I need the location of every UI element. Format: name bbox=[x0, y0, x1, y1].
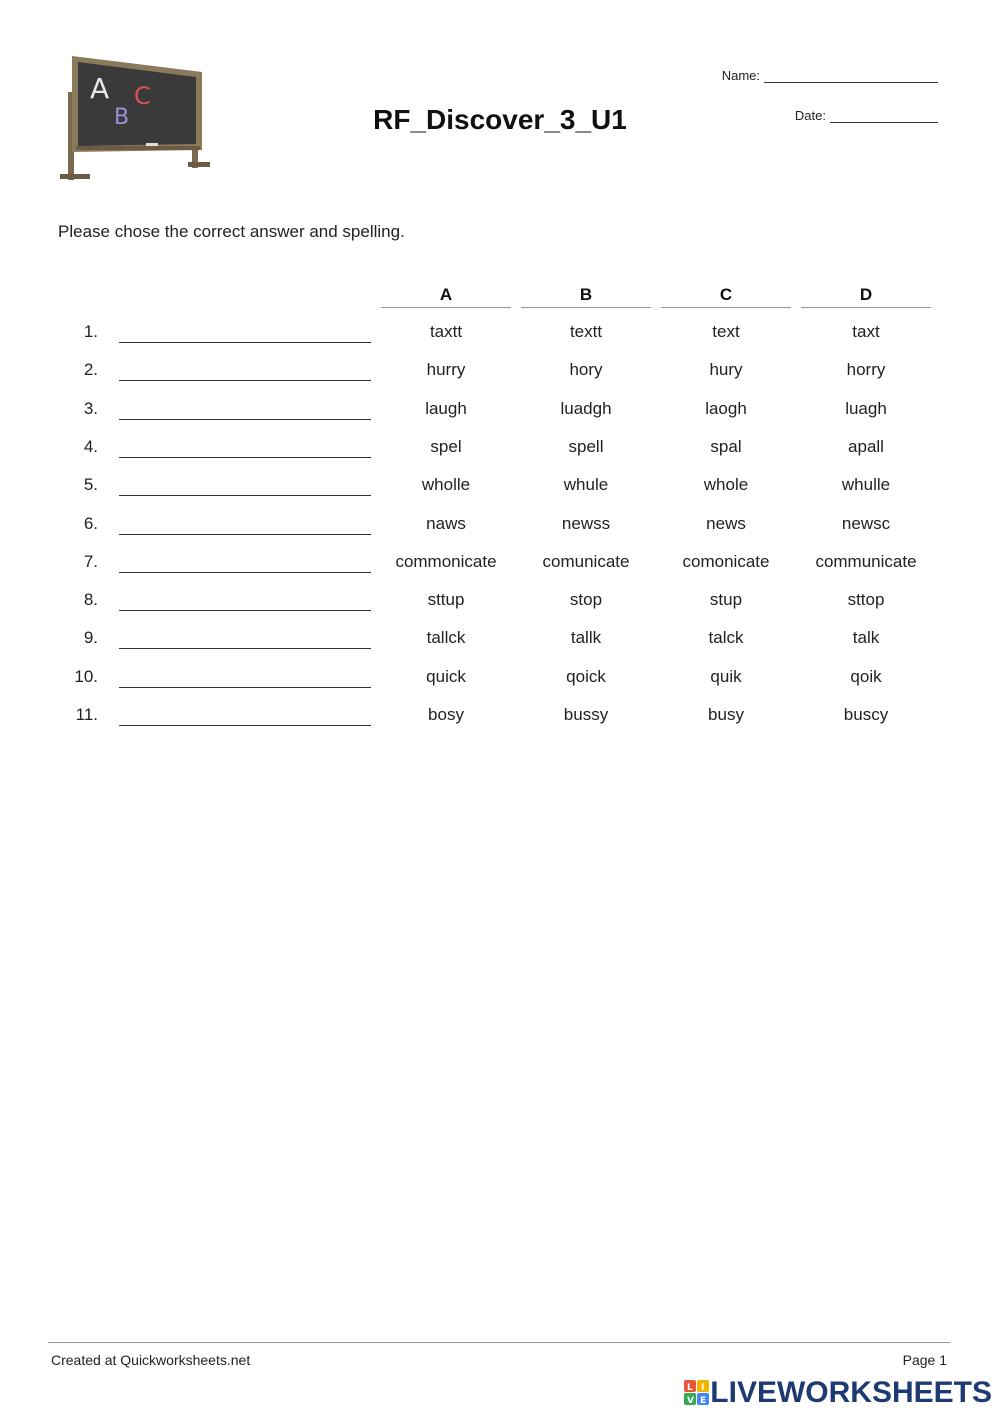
question-number: 3. bbox=[83, 399, 98, 418]
option-a: bosy bbox=[428, 705, 464, 724]
svg-text:L: L bbox=[687, 1383, 694, 1393]
option-b: qoick bbox=[566, 667, 606, 686]
answer-input-6[interactable] bbox=[119, 512, 371, 535]
option-d: sttop bbox=[847, 590, 885, 609]
option-a: laugh bbox=[425, 399, 467, 418]
option-d: communicate bbox=[815, 552, 917, 571]
answer-input-9[interactable] bbox=[119, 626, 371, 649]
option-b: comunicate bbox=[542, 552, 630, 571]
option-a: tallck bbox=[426, 628, 466, 647]
option-a: hurry bbox=[426, 360, 466, 379]
option-c: laogh bbox=[705, 399, 747, 418]
answer-input-1[interactable] bbox=[119, 320, 371, 343]
option-c: whole bbox=[703, 475, 749, 494]
column-header-a: A bbox=[439, 285, 453, 304]
liveworksheets-logo-text: LIVEWORKSHEETS bbox=[710, 1376, 992, 1409]
option-b: spell bbox=[568, 437, 604, 456]
option-b: stop bbox=[569, 590, 603, 609]
answer-input-8[interactable] bbox=[119, 588, 371, 611]
option-a: wholle bbox=[421, 475, 471, 494]
question-number: 1. bbox=[83, 322, 98, 341]
option-a: sttup bbox=[427, 590, 465, 609]
option-d: luagh bbox=[845, 399, 887, 418]
option-c: hury bbox=[709, 360, 743, 379]
option-a: spel bbox=[430, 437, 462, 456]
answer-input-7[interactable] bbox=[119, 550, 371, 573]
column-header-d: D bbox=[859, 285, 873, 304]
option-d: buscy bbox=[843, 705, 889, 724]
footer-credit: Created at Quickworksheets.net bbox=[51, 1352, 251, 1368]
svg-text:V: V bbox=[687, 1396, 695, 1406]
option-a: quick bbox=[426, 667, 466, 686]
option-c: spal bbox=[710, 437, 742, 456]
question-number: 8. bbox=[83, 590, 98, 609]
question-number: 10. bbox=[74, 667, 98, 686]
question-number: 6. bbox=[83, 514, 98, 533]
answer-input-5[interactable] bbox=[119, 473, 371, 496]
option-c: text bbox=[712, 322, 740, 341]
page-number: Page 1 bbox=[902, 1352, 947, 1368]
liveworksheets-logo bbox=[684, 1376, 992, 1410]
blackboard-letter-b: B bbox=[114, 105, 130, 130]
column-rule bbox=[801, 307, 931, 308]
option-c: news bbox=[706, 514, 746, 533]
option-b: whule bbox=[563, 475, 609, 494]
option-a: commonicate bbox=[395, 552, 497, 571]
option-d: horry bbox=[846, 360, 886, 379]
column-header-b: B bbox=[579, 285, 593, 304]
date-line[interactable] bbox=[830, 110, 938, 123]
column-rule bbox=[521, 307, 651, 308]
name-field bbox=[722, 68, 938, 83]
blackboard-letter-a: A bbox=[90, 72, 110, 105]
column-rule bbox=[661, 307, 791, 308]
answer-input-3[interactable] bbox=[119, 397, 371, 420]
option-d: qoik bbox=[850, 667, 882, 686]
date-field bbox=[795, 108, 938, 123]
question-number: 4. bbox=[83, 437, 98, 456]
question-number: 9. bbox=[83, 628, 98, 647]
option-d: apall bbox=[848, 437, 884, 456]
answer-input-11[interactable] bbox=[119, 703, 371, 726]
svg-text:E: E bbox=[700, 1396, 707, 1406]
option-d: whulle bbox=[841, 475, 891, 494]
option-c: comonicate bbox=[682, 552, 770, 571]
option-c: busy bbox=[708, 705, 744, 724]
liveworksheets-badge-icon bbox=[684, 1380, 710, 1406]
blackboard-letter-c: C bbox=[134, 82, 151, 110]
option-d: talk bbox=[852, 628, 880, 647]
question-number: 11. bbox=[75, 705, 98, 724]
name-label: Name: bbox=[721, 68, 760, 83]
svg-text:I: I bbox=[701, 1383, 705, 1393]
option-b: textt bbox=[569, 322, 603, 341]
name-line[interactable] bbox=[764, 70, 938, 83]
option-c: quik bbox=[710, 667, 742, 686]
option-b: tallk bbox=[570, 628, 602, 647]
question-number: 5. bbox=[83, 475, 98, 494]
option-a: naws bbox=[426, 514, 466, 533]
option-c: stup bbox=[709, 590, 743, 609]
answer-input-4[interactable] bbox=[119, 435, 371, 458]
option-b: newss bbox=[561, 514, 611, 533]
answer-input-2[interactable] bbox=[119, 358, 371, 381]
question-number: 7. bbox=[83, 552, 98, 571]
option-b: hory bbox=[569, 360, 603, 379]
question-number: 2. bbox=[83, 360, 98, 379]
answer-input-10[interactable] bbox=[119, 665, 371, 688]
option-a: taxtt bbox=[429, 322, 463, 341]
instructions: Please chose the correct answer and spelling. bbox=[58, 222, 405, 241]
footer-divider bbox=[48, 1342, 950, 1343]
option-b: luadgh bbox=[560, 399, 612, 418]
page-title: RF_Discover_3_U1 bbox=[373, 104, 627, 135]
option-c: talck bbox=[708, 628, 744, 647]
option-d: taxt bbox=[852, 322, 880, 341]
column-header-c: C bbox=[719, 285, 733, 304]
date-label: Date: bbox=[794, 108, 826, 123]
option-d: newsc bbox=[841, 514, 891, 533]
option-b: bussy bbox=[563, 705, 609, 724]
column-rule bbox=[381, 307, 511, 308]
